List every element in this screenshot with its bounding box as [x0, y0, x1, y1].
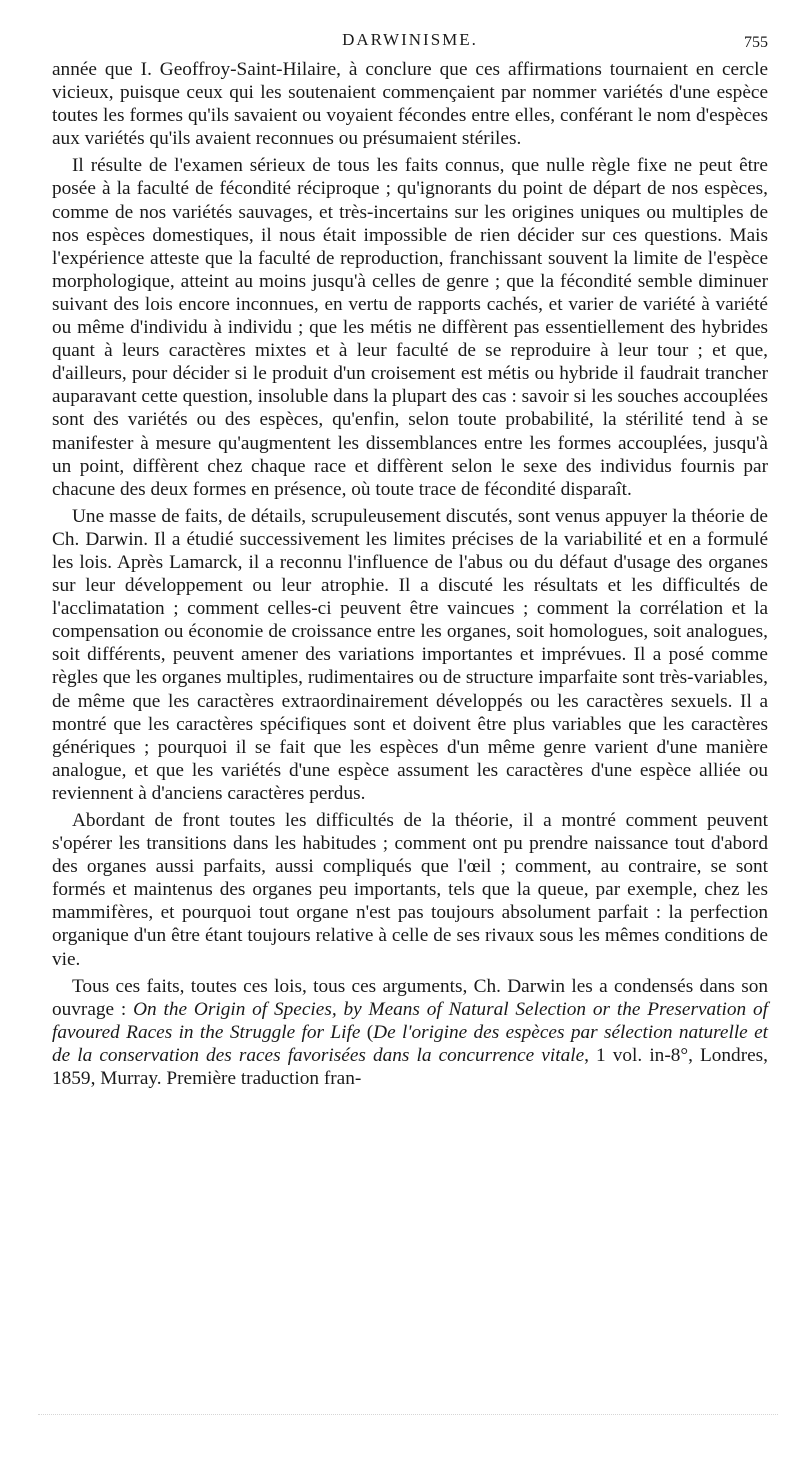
paragraph-1: année que I. Geoffroy-Saint-Hilaire, à conclure que ces affirmations tournaient en cercle vicieux, puisque ceux qui les soutenaient commençaient par nommer variétés d'une espèce toutes les formes qu'ils savaient ou voyaient fécondes entre elles, conférant le nom d'espèces aux variétés qu'ils avaient reconnues ou présumaient stériles. — [52, 59, 768, 150]
body-text — [52, 58, 768, 1094]
paragraph-5-end: , 1 vol. in-8°, Londres, 1859, Murray. Première traduction fran- — [52, 1044, 769, 1090]
scan-artifact-dots — [38, 1414, 778, 1419]
paragraph-2: Il résulte de l'examen sérieux de tous les faits connus, que nulle règle fixe ne peut être posée à la faculté de fécondité réciproque ; qu'ignorants du point de départ de nos espèces, comme de nos variétés sauvages, et très-incertains sur les origines uniques ou multiples de nos espèces domestiques, il nous était impossible de rien décider sur ces questions. Mais l'expérience atteste que la faculté de reproduction, franchissant souvent la limite de l'espèce morphologique, atteint au moins jusqu'à celles de genre ; que la fécondité semble diminuer suivant des lois encore inconnues, en vertu de rapports cachés, et varier de variété à variété ou même d'individu à individu ; que les métis ne diffèrent pas essentiellement des hybrides quant à leurs caractères mixtes et à leur faculté de se reproduire à leur tour ; et que, d'ailleurs, pour décider si le produit d'un croisement est métis ou hybride il faudrait trancher auparavant cette question, insoluble dans la plupart des cas : savoir si les souches accouplées sont des variétés ou des espèces, qu'enfin, selon toute probabilité, la stérilité tend à se manifester à mesure qu'augmentent les dissemblances entre les formes accouplées, jusqu'à un point, diffèrent chez chaque race et diffèrent selon le sexe des individus fournis par chacune des deux formes en présence, où toute trace de fécondité disparaît. — [52, 155, 768, 500]
paragraph-5-intro: Tous ces faits, toutes ces lois, tous ces arguments, Ch. Darwin les a condensés dans son ouvrage : — [52, 975, 768, 1020]
running-header — [52, 30, 768, 54]
paragraph-5-paren: ( — [360, 1021, 374, 1043]
paragraph-3: Une masse de faits, de détails, scrupuleusement discutés, sont venus appuyer la théorie de Ch. Darwin. Il a étudié successivement les limites précises de la variabilité et en a formulé les lois. Après Lamarck, il a reconnu l'influence de l'abus ou du défaut d'usage des organes sur leur développement ou leur atrophie. Il a discuté les résultats et les difficultés de l'acclimatation ; comment celles-ci peuvent être vaincues ; comment la corrélation et la compensation ou économie de croissance entre les organes, soit homologues, soit analogues, soit différents, peuvent amener des variations importantes et imprévues. Il a posé comme règles que les organes multiples, rudimentaires ou de structure imparfaite sont très-variables, de même que les caractères extraordinairement développés ou les caractères sexuels. Il a montré que les caractères spécifiques sont et doivent être plus variables que les caractères génériques ; pourquoi il se fait que les espèces d'un même genre varient d'une manière analogue, et que les variétés d'une espèce assument les caractères d'une espèce alliée ou reviennent à d'anciens caractères perdus. — [52, 505, 768, 804]
book-title-french: De l'origine des espèces par sélection naturelle et de la conservation des races favorisées dans la concurrence vitale — [52, 1021, 768, 1066]
page-number: 755 — [744, 34, 768, 51]
paragraph-4: Abordant de front toutes les difficultés de la théorie, il a montré comment peuvent s'opérer les transitions dans les habitudes ; comment ont pu prendre naissance tout d'abord des organes aussi parfaits, aussi compliqués que l'œil ; comment, au contraire, se sont formés et maintenus des organes peu importants, tels que la queue, par exemple, chez les mammifères, et pourquoi tout organe n'est pas toujours absolument parfait : la perfection organique d'un être étant toujours relative à celle de ses rivaux sous les mêmes conditions de vie. — [52, 810, 768, 970]
paragraph-5 — [52, 975, 768, 1090]
book-title-english: On the Origin of Species, by Means of Natural Selection or the Preservation of favoured Races in the Struggle for Life — [52, 998, 768, 1043]
header-title: DARWINISME. — [342, 30, 478, 49]
